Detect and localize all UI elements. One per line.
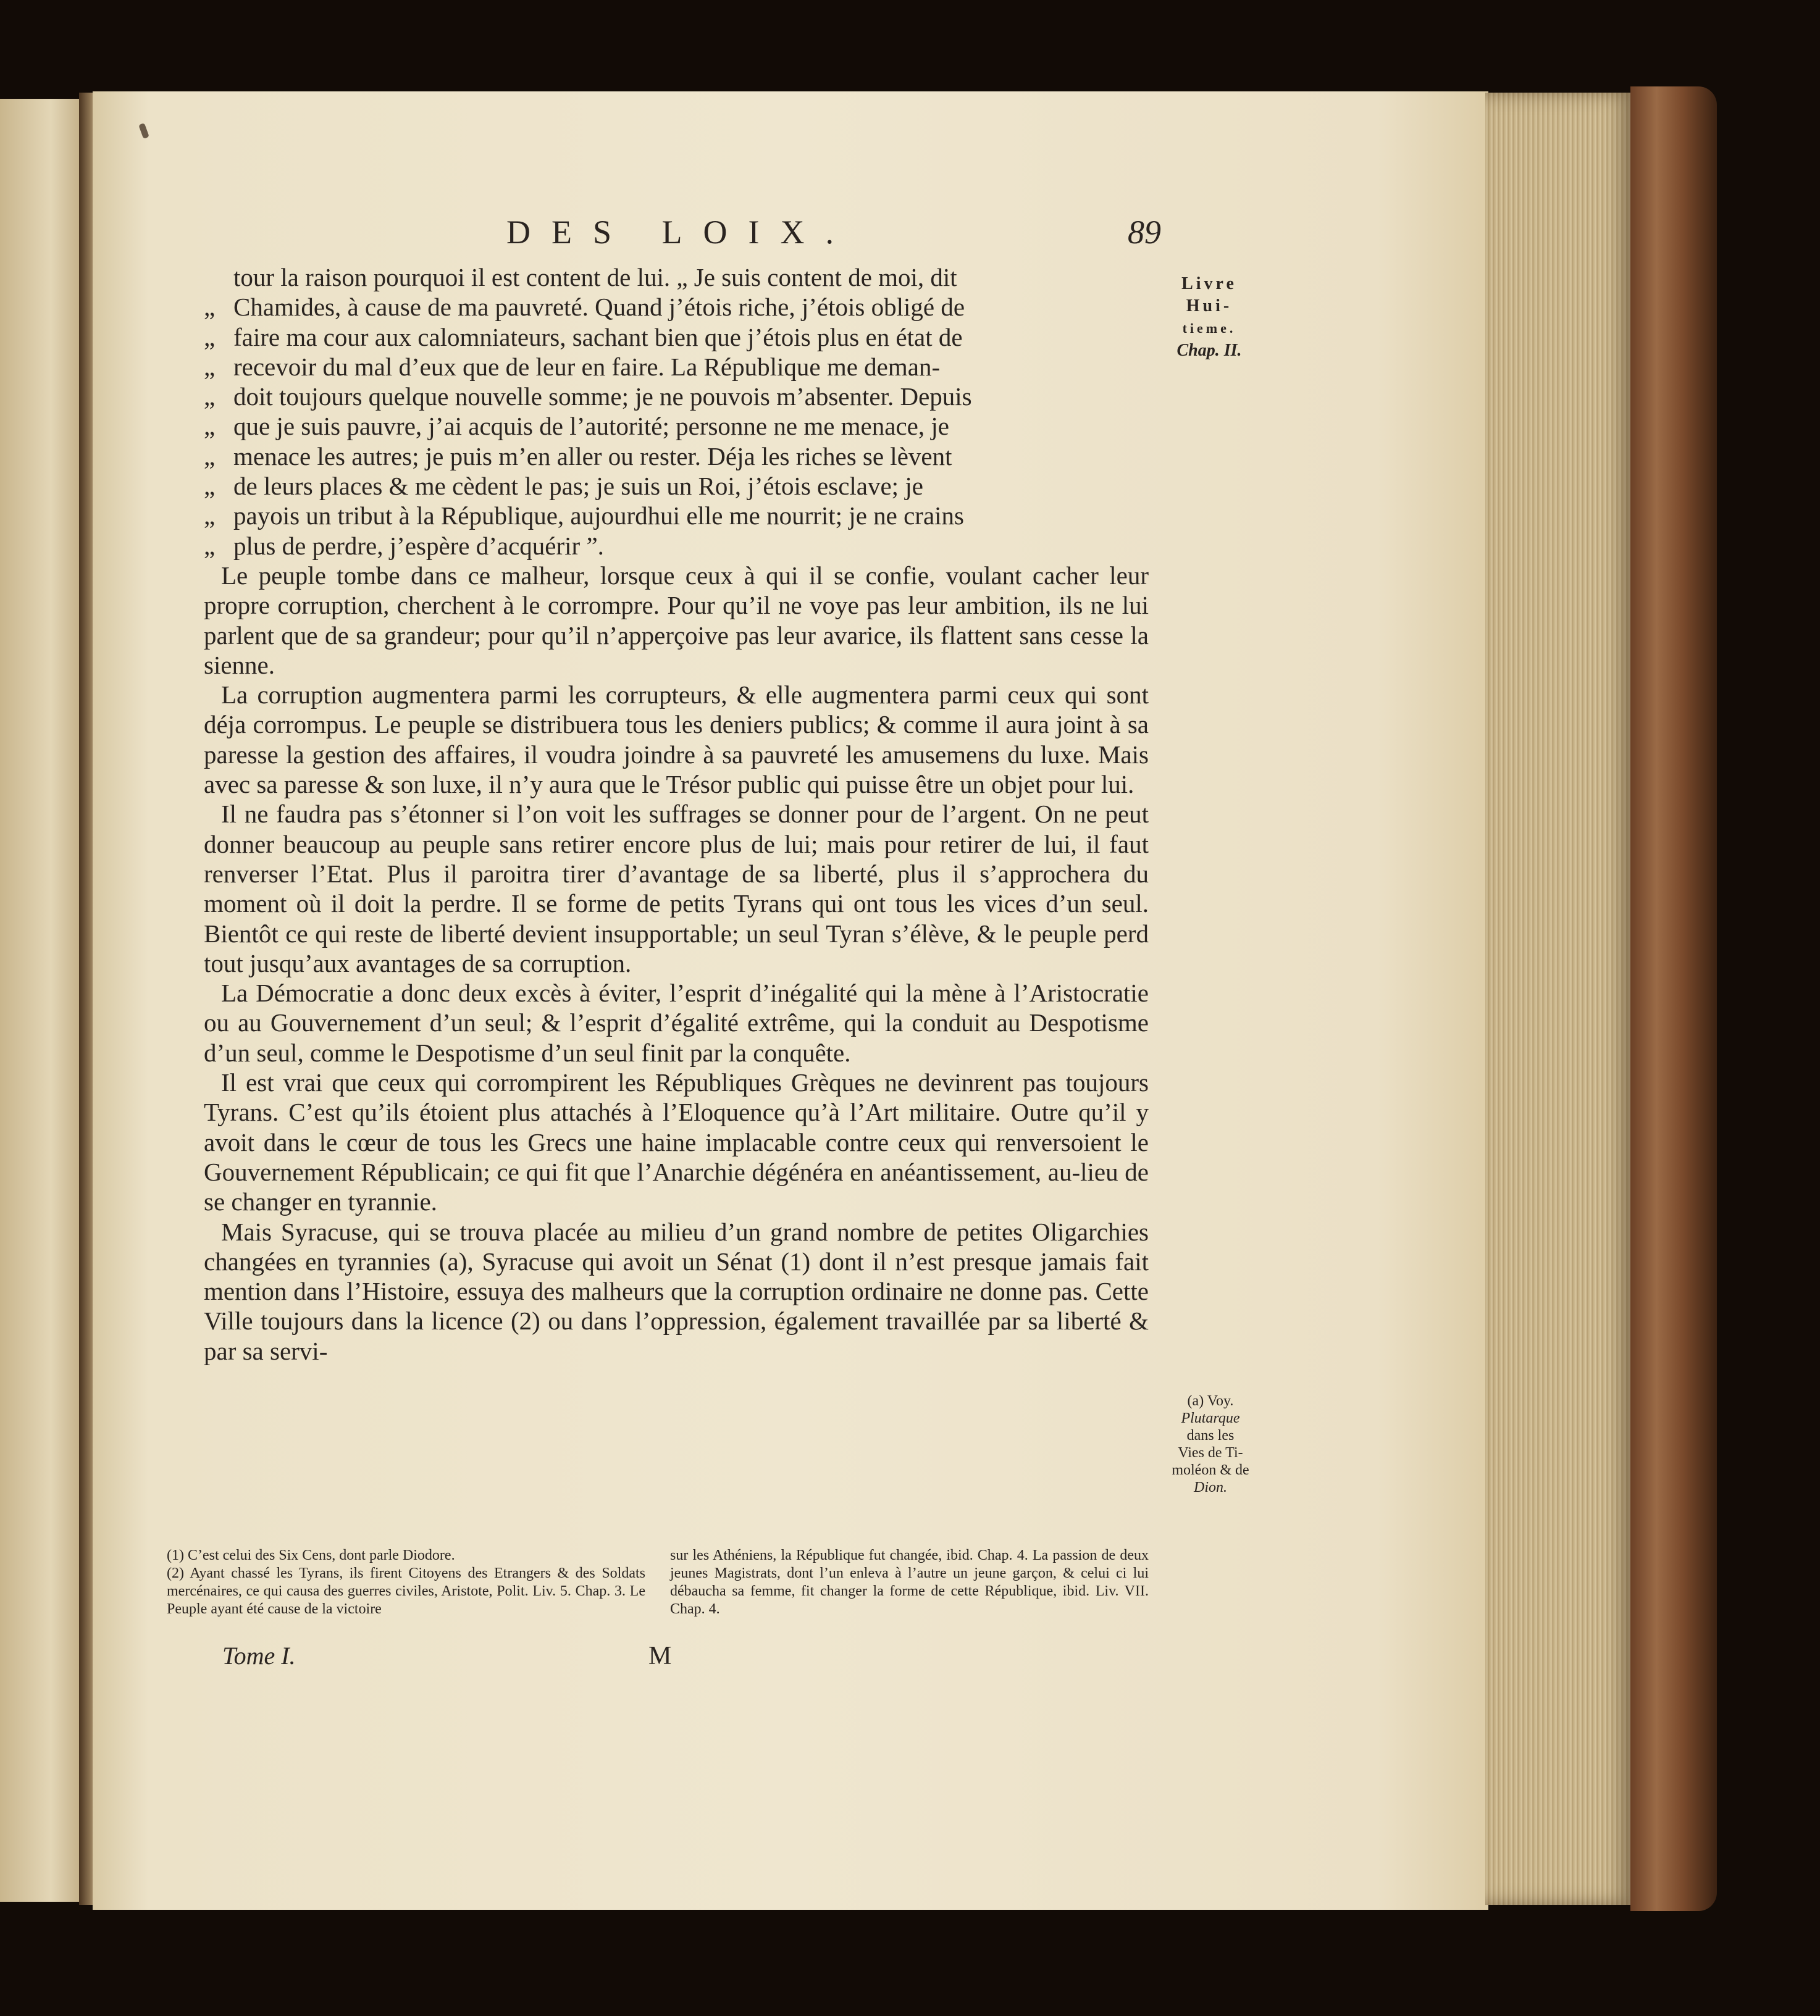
signature-volume: Tome I. xyxy=(222,1642,296,1670)
quote-line xyxy=(204,411,1149,441)
quote-line xyxy=(204,501,1149,530)
quote-mark: „ xyxy=(204,412,216,441)
side-note-line: moléon & de xyxy=(1172,1462,1249,1478)
quote-text: recevoir du mal d’eux que de leur en faire. La République me deman- xyxy=(233,352,941,381)
quote-line xyxy=(204,262,1149,292)
signature-mark: M xyxy=(648,1642,672,1670)
footnote: (1) C’est celui des Six Cens, dont parle Diodore. xyxy=(167,1547,455,1563)
quote-line xyxy=(204,531,1149,561)
paragraph: Mais Syracuse, qui se trouva placée au milieu d’un grand nombre de petites Oligarchies changées en tyrannies (a), Syracuse qui avoit un Sénat (1) dont il n’est presque jamais fait mention dans l’Histoire, essuya des malheurs que la corruption ordinaire ne donne pas. Cette Ville toujours dans la licence (2) ou dans l’oppression, également travaillée par sa liberté & par sa servi- xyxy=(204,1217,1149,1365)
page-number: 89 xyxy=(1128,214,1161,251)
page-block-edge xyxy=(1485,93,1633,1905)
margin-livre: Livre xyxy=(1181,274,1237,293)
quote-line xyxy=(204,441,1149,471)
quote-line xyxy=(204,352,1149,382)
body-text xyxy=(204,262,1149,1366)
quote-mark: „ xyxy=(204,352,216,381)
quote-mark: „ xyxy=(204,322,216,351)
paragraph: Il ne faudra pas s’étonner si l’on voit les suffrages se donner pour de l’argent. On ne peut donner beaucoup au peuple sans retirer encore plus de lui; mais pour retirer de lui, il faut renverser l’Etat. Plus il paroitra tirer d’avantage de sa liberté, plus il s’approchera du moment où il doit la perdre. Il se forme de petits Tyrans qui ont tous les vices d’un seul. Bientôt ce qui reste de liberté devient insupportable; un seul Tyran s’élève, & le peuple perd tout jusqu’aux avantages de sa corruption. xyxy=(204,800,1149,977)
quote-line xyxy=(204,292,1149,322)
side-note-line: Vies de Ti- xyxy=(1178,1445,1243,1461)
side-note-line: Dion. xyxy=(1194,1479,1227,1495)
paragraph: La Démocratie a donc deux excès à éviter, l’esprit d’inégalité qui la mène à l’Aristocratie ou au Gouvernement d’un seul; & l’esprit d’égalité extrême, qui la conduit au Despotisme d’un seul, comme le Despotisme d’un seul finit par la conquête. xyxy=(204,979,1149,1067)
side-note-line: Plutarque xyxy=(1181,1410,1240,1426)
quote-text: plus de perdre, j’espère d’acquérir ”. xyxy=(233,531,604,560)
side-note-line: (a) Voy. xyxy=(1187,1393,1234,1409)
quote-text: Chamides, à cause de ma pauvreté. Quand j’étois riche, j’étois obligé de xyxy=(233,293,965,322)
quote-mark: „ xyxy=(204,293,216,322)
footnote: sur les Athéniens, la République fut changée, ibid. Chap. 4. La passion de deux jeunes Magistrats, dont l’un enleva à l’autre un jeune garçon, & celui ci lui débaucha sa femme, fit changer la forme de cette République, ibid. Liv. VII. Chap. 4. xyxy=(670,1547,1149,1617)
quote-mark: „ xyxy=(204,531,216,560)
paragraph: La corruption augmentera parmi les corrupteurs, & elle augmentera parmi ceux qui sont déja corrompus. Le peuple se distribuera tous les deniers publics; & comme il aura joint à sa paresse la gestion des affaires, il voudra joindre à sa pauvreté les amusemens du luxe. Mais avec sa paresse & son luxe, il n’y aura que le Trésor public qui puisse être un objet pour lui. xyxy=(204,680,1149,799)
quote-text: doit toujours quelque nouvelle somme; je ne pouvois m’absenter. Depuis xyxy=(233,382,972,411)
running-title: DES LOIX. xyxy=(506,214,855,251)
quote-text: payois un tribut à la République, aujourdhui elle me nourrit; je ne crains xyxy=(233,501,964,530)
paragraph: Il est vrai que ceux qui corrompirent les Républiques Grèques ne devinrent pas toujours Tyrans. C’est qu’ils étoient plus attachés à l’Eloquence qu’à l’Art militaire. Outre qu’il y avoit dans le cœur de tous les Grecs une haine implacable contre ceux qui renversoient le Gouvernement Républicain; ce qui fit que l’Anarchie dégénéra en anéantissement, au-lieu de se changer en tyrannie. xyxy=(204,1068,1149,1216)
quote-mark: „ xyxy=(204,382,216,411)
running-head xyxy=(432,213,1161,256)
quote-line xyxy=(204,382,1149,411)
quote-text: menace les autres; je puis m’en aller ou rester. Déja les riches se lèvent xyxy=(233,441,952,471)
quote-text: tour la raison pourquoi il est content de lui. „ Je suis content de moi, dit xyxy=(233,263,957,291)
side-note-line: dans les xyxy=(1186,1428,1235,1444)
quote-text: de leurs places & me cèdent le pas; je suis un Roi, j’étois esclave; je xyxy=(233,472,923,501)
quote-text: que je suis pauvre, j’ai acquis de l’autorité; personne ne me menace, je xyxy=(233,412,949,441)
footnote: (2) Ayant chassé les Tyrans, ils firent Citoyens des Etrangers & des Soldats mercénaires, ce qui causa des guerres civiles, Aristote, Polit. Liv. 5. Chap. 3. Le Peuple ayant été cause de la victoire xyxy=(167,1565,645,1617)
quote-mark: „ xyxy=(204,472,216,501)
margin-note-livre xyxy=(1160,273,1259,362)
footnote-column-right xyxy=(670,1547,1149,1618)
leather-binding xyxy=(1630,86,1717,1911)
footnote-column-left xyxy=(167,1547,645,1618)
quote-mark: „ xyxy=(204,501,216,530)
paragraph: Le peuple tombe dans ce malheur, lorsque ceux à qui il se confie, voulant cacher leur propre corruption, cherchent à le corrompre. Pour qu’il ne voye pas leur ambition, ils ne lui parlent que de sa grandeur; pour qu’il n’apperçoive pas leur avarice, ils flattent sans cesse la sienne. xyxy=(204,561,1149,679)
quote-text: faire ma cour aux calomniateurs, sachant bien que j’étois plus en état de xyxy=(233,322,963,351)
quote-mark: „ xyxy=(204,441,216,471)
footnotes xyxy=(167,1547,1149,1618)
side-note xyxy=(1155,1392,1266,1496)
margin-huitieme-2: tieme. xyxy=(1182,320,1236,336)
quote-block xyxy=(204,262,1149,561)
margin-huitieme-1: Hui- xyxy=(1186,296,1233,316)
margin-chap: Chap. II. xyxy=(1176,341,1242,360)
quote-line xyxy=(204,322,1149,352)
quote-line xyxy=(204,471,1149,501)
